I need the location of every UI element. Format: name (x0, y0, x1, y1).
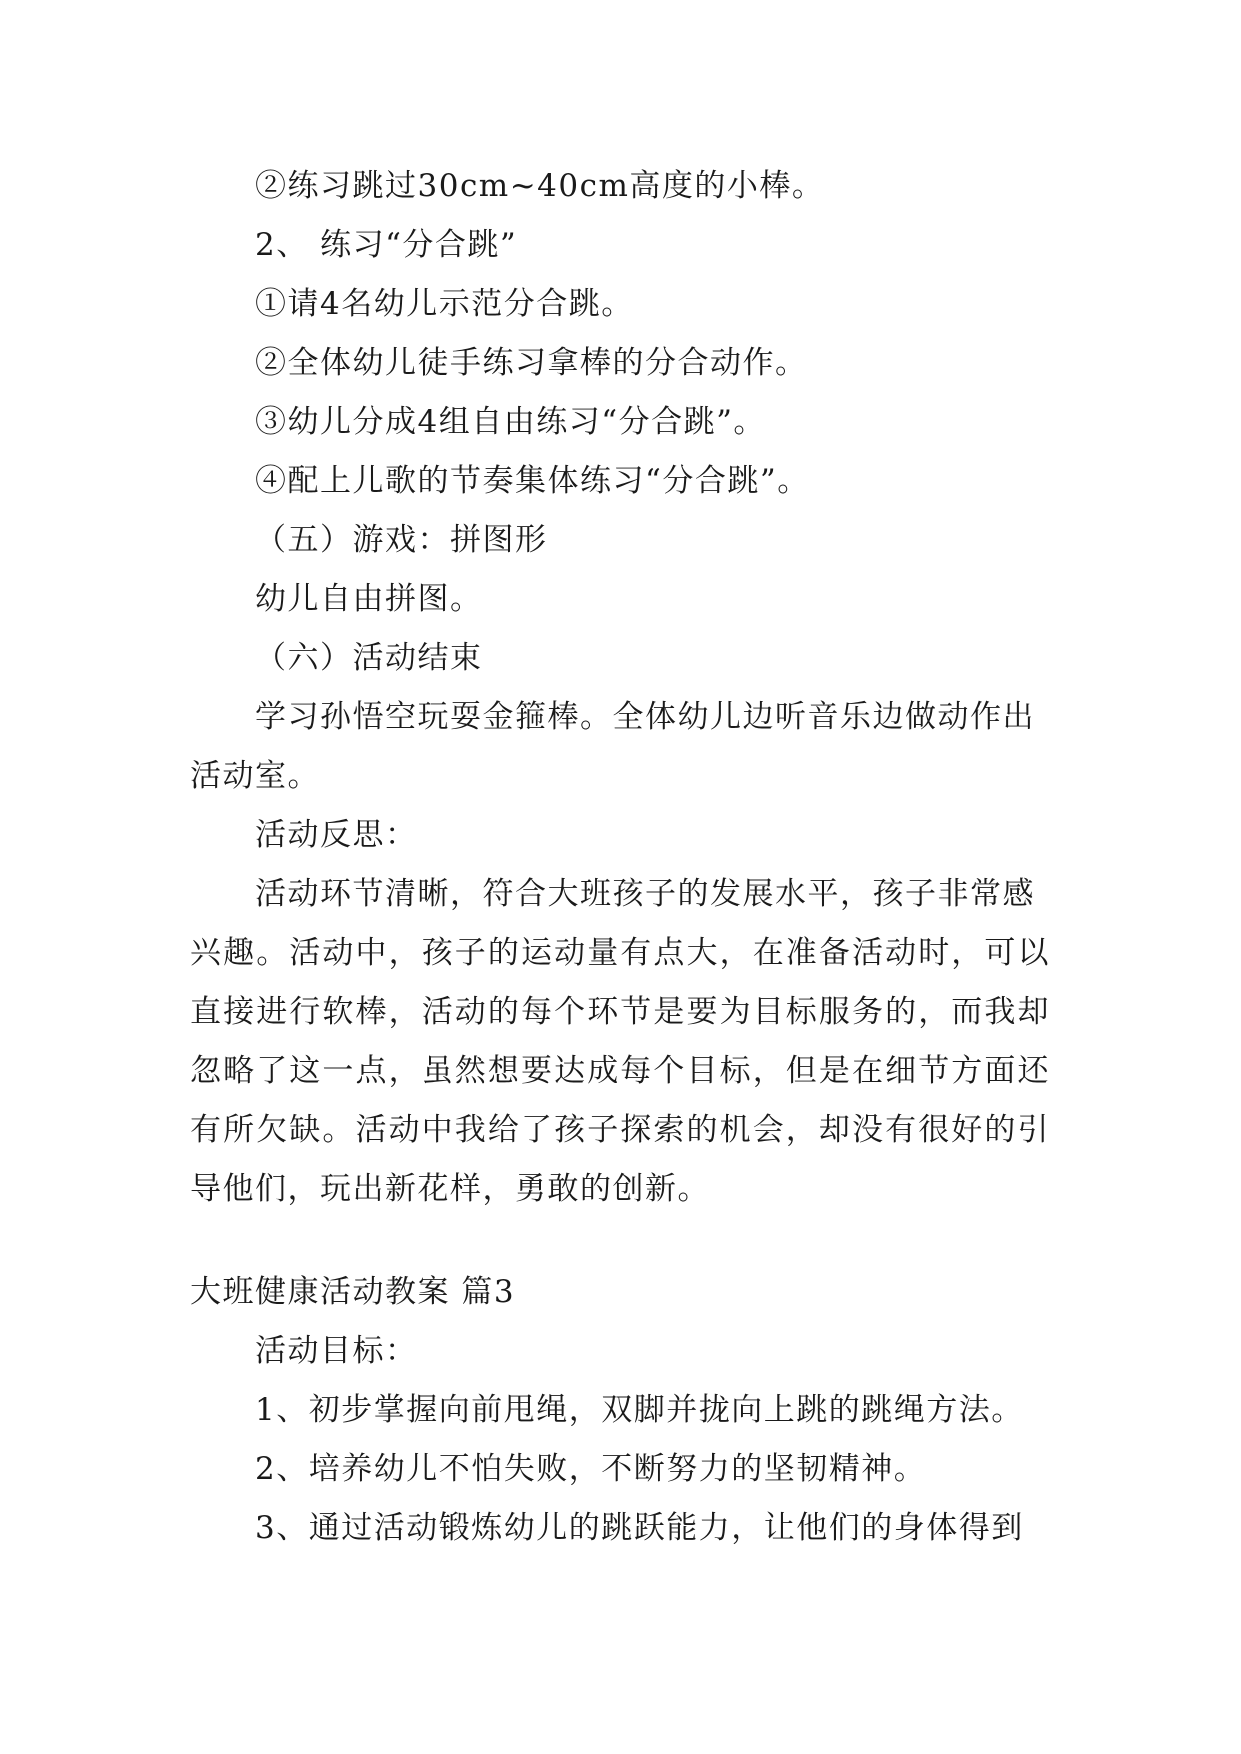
section-heading-6: （六）活动结束 (255, 640, 483, 676)
text-line-5: ③幼儿分成4组自由练习“分合跳”。 (255, 404, 766, 440)
objectives-heading: 活动目标： (255, 1333, 418, 1369)
text-line-2: 2、 练习“分合跳” (255, 227, 518, 263)
text-line-1: ②练习跳过30cm~40cm高度的小棒。 (255, 168, 825, 204)
text-line-16: 忽略了这一点，虽然想要达成每个目标，但是在细节方面还 (190, 1053, 1050, 1089)
objective-item-3: 3、通过活动锻炼幼儿的跳跃能力，让他们的身体得到 (255, 1510, 1024, 1546)
text-line-14: 兴趣。活动中，孩子的运动量有点大，在准备活动时，可以 (190, 935, 1050, 971)
text-line-15: 直接进行软棒，活动的每个环节是要为目标服务的，而我却 (190, 994, 1050, 1030)
objective-item-2: 2、培养幼儿不怕失败，不断努力的坚韧精神。 (255, 1451, 927, 1487)
reflection-heading: 活动反思： (255, 817, 418, 853)
text-line-10: 学习孙悟空玩耍金箍棒。全体幼儿边听音乐边做动作出 (255, 699, 1035, 735)
text-line-17: 有所欠缺。活动中我给了孩子探索的机会，却没有很好的引 (190, 1112, 1050, 1148)
objective-item-1: 1、初步掌握向前甩绳，双脚并拢向上跳的跳绳方法。 (255, 1392, 1024, 1428)
section-heading-5: （五）游戏：拼图形 (255, 522, 548, 558)
text-line-11: 活动室。 (190, 758, 320, 794)
text-line-8: 幼儿自由拼图。 (255, 581, 483, 617)
text-line-6: ④配上儿歌的节奏集体练习“分合跳”。 (255, 463, 810, 499)
text-line-13: 活动环节清晰，符合大班孩子的发展水平，孩子非常感 (255, 876, 1035, 912)
article-title: 大班健康活动教案 篇3 (190, 1274, 516, 1310)
text-line-18: 导他们，玩出新花样，勇敢的创新。 (190, 1171, 710, 1207)
text-line-3: ①请4名幼儿示范分合跳。 (255, 286, 634, 322)
text-line-4: ②全体幼儿徒手练习拿棒的分合动作。 (255, 345, 808, 381)
